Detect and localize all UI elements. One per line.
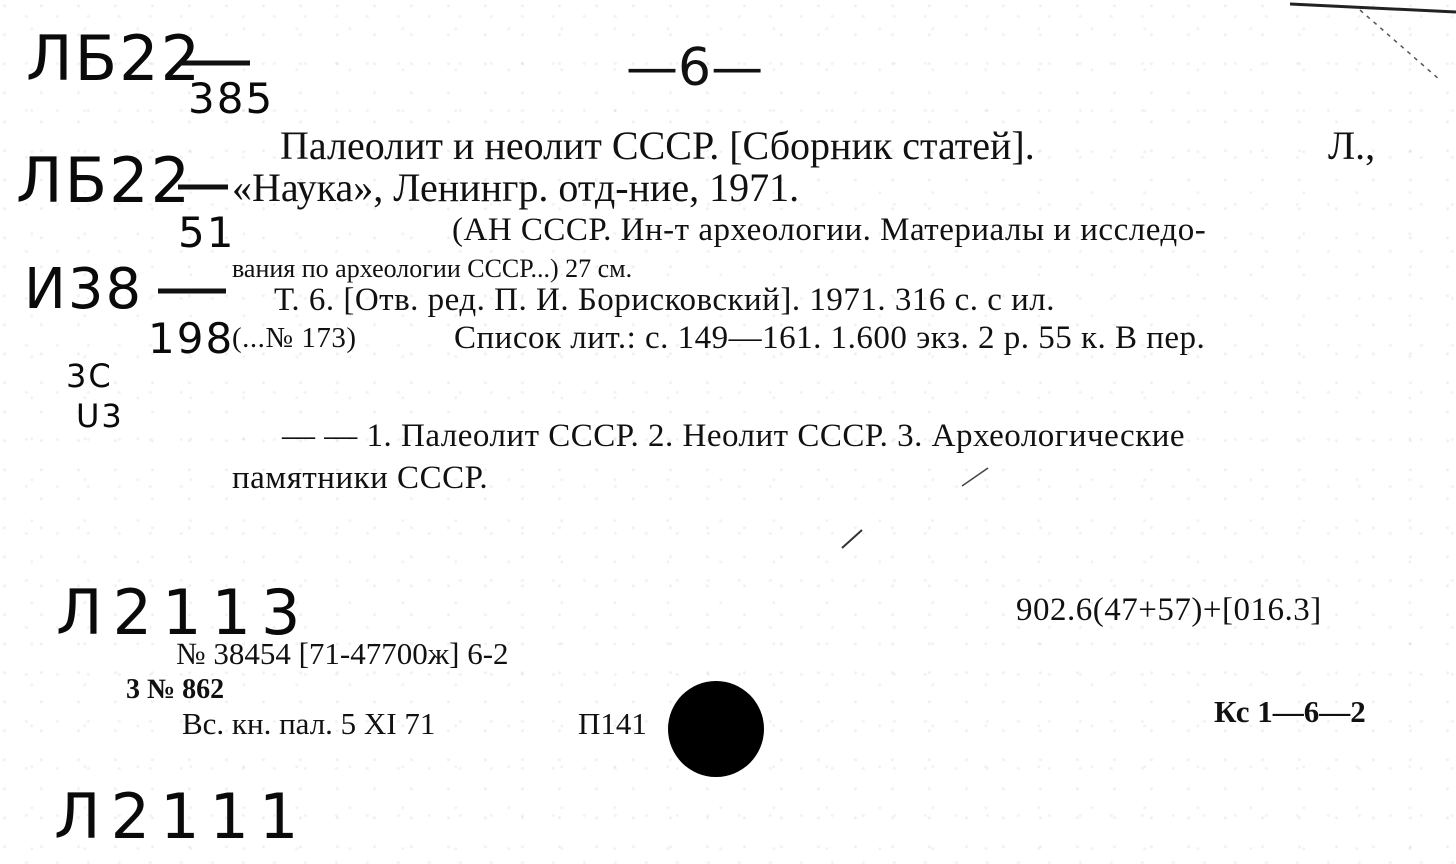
book-title: Палеолит и неолит СССР. [Сборник статей]. xyxy=(280,123,1035,168)
inventory-number-1: Л2113 xyxy=(56,576,311,649)
handwritten-mark-1: 3С xyxy=(66,357,113,395)
series-line-1: (АН СССР. Ин-т археологии. Материалы и исследо- xyxy=(452,212,1207,248)
title-line-2: «Наука», Ленингр. отд-ние, 1971. xyxy=(232,165,800,210)
publication-place: Л., xyxy=(1328,123,1376,168)
title-line-1 xyxy=(280,123,1035,168)
book-chamber-stamp: Вс. кн. пал. 5 XI 71 xyxy=(182,706,436,741)
volume-series-number: (...№ 173) xyxy=(232,322,357,354)
page-number: —6— xyxy=(626,38,764,98)
subjects-line-2: памятники СССР. xyxy=(232,460,489,496)
card-code: Кс 1—6—2 xyxy=(1214,694,1366,729)
subjects-line-1: — — 1. Палеолит СССР. 2. Неолит СССР. 3. Археологические xyxy=(282,418,1186,454)
print-code: П141 xyxy=(578,706,647,741)
record-number: № 38454 [71-47700ж] 6-2 xyxy=(176,636,509,671)
corner-scratch-mark xyxy=(1290,0,1456,90)
shelf-mark-2-bottom: 51 xyxy=(178,208,236,257)
punch-hole-dot xyxy=(668,681,764,777)
shelf-mark-1-dash xyxy=(180,58,250,68)
classification-index: 902.6(47+57)+[016.3] xyxy=(1016,592,1322,628)
volume-details: Список лит.: с. 149—161. 1.600 экз. 2 р. 55 к. В пер. xyxy=(454,320,1206,356)
series-line-2: вания по археологии СССР...) 27 см. xyxy=(232,254,633,283)
stray-mark xyxy=(840,528,864,550)
shelf-mark-3-top: И38 xyxy=(24,257,144,322)
shelf-mark-1-bottom: 385 xyxy=(188,74,275,123)
shelf-mark-2-top: ЛБ22 xyxy=(16,144,193,217)
shelf-mark-2-dash xyxy=(178,182,228,192)
inventory-number-2: Л2111 xyxy=(54,780,309,853)
stray-mark xyxy=(960,466,990,488)
volume-line-1: Т. 6. [Отв. ред. П. И. Борисковский]. 1971. 316 с. с ил. xyxy=(274,282,1056,318)
shelf-mark-3-bottom: 198 xyxy=(148,314,235,363)
shelf-mark-3-dash xyxy=(158,286,226,296)
copy-number: 3 № 862 xyxy=(126,674,225,705)
handwritten-mark-2: U3 xyxy=(76,397,124,435)
shelf-mark-1-top: ЛБ22 xyxy=(26,22,203,95)
